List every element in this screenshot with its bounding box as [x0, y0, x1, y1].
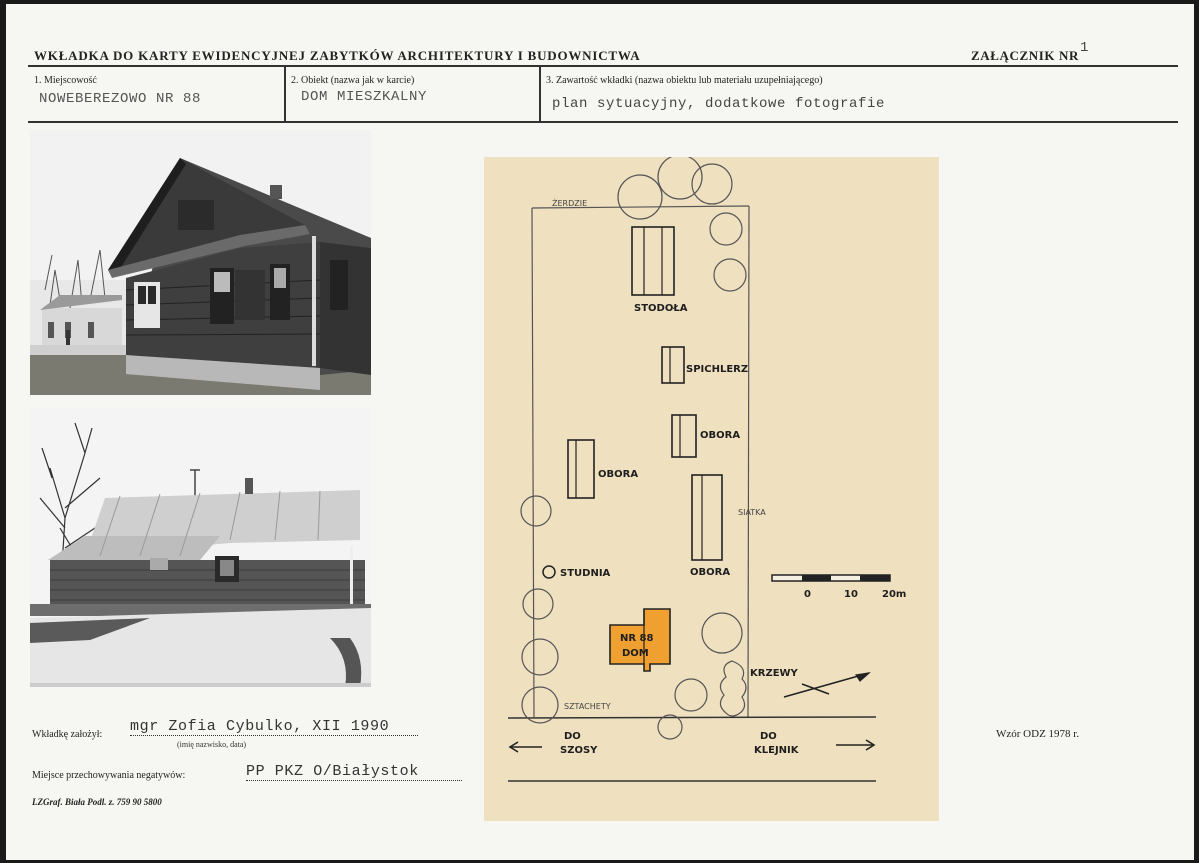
label-stodola: STODOŁA	[634, 303, 688, 314]
label-dom-number: NR 88	[620, 633, 654, 644]
storage-label: Miejsce przechowywania negatywów:	[32, 770, 186, 781]
label-studnia: STUDNIA	[560, 568, 611, 579]
field-2-value: DOM MIESZKALNY	[301, 89, 428, 105]
label-do-szosy-2: SZOSY	[560, 745, 598, 756]
house-front-image	[30, 130, 371, 395]
label-sztachety: SZTACHETY	[564, 702, 611, 711]
photo-house-rear	[30, 408, 371, 687]
scale-label-20: 20m	[882, 589, 907, 600]
label-dom: DOM	[622, 648, 649, 659]
house-rear-image	[30, 408, 371, 687]
storage-value: PP PKZ O/Białystok	[246, 763, 462, 781]
pattern-note: Wzór ODZ 1978 r.	[996, 728, 1080, 740]
site-plan-card	[484, 157, 939, 821]
form-title: WKŁADKA DO KARTY EWIDENCYJNEJ ZABYTKÓW ARCHITEKTURY I BUDOWNICTWA	[34, 48, 641, 63]
label-siatka: SIATKA	[738, 508, 766, 517]
field-2-label: 2. Obiekt (nazwa jak w karcie)	[291, 75, 415, 86]
label-obora-3: OBORA	[690, 567, 731, 578]
field-1-value: NOWEBEREZOWO NR 88	[39, 91, 202, 107]
annex-number: 1	[1080, 40, 1089, 56]
label-do-szosy-1: DO	[564, 731, 581, 742]
field-divider-2	[539, 67, 541, 122]
author-label: Wkładkę założył:	[32, 729, 103, 740]
field-1-label: 1. Miejscowość	[34, 75, 97, 86]
printer-info: LZGraf. Biała Podl. z. 759 90 5800	[32, 797, 162, 807]
label-do-klejnik-1: DO	[760, 731, 777, 742]
scale-label-0: 0	[804, 589, 811, 600]
label-do-klejnik-2: KLEJNIK	[754, 745, 799, 756]
label-obora-2: OBORA	[598, 469, 639, 480]
author-value: mgr Zofia Cybulko, XII 1990	[130, 718, 418, 736]
field-3-value: plan sytuacyjny, dodatkowe fotografie	[552, 96, 886, 112]
fence-front	[508, 717, 876, 718]
author-caption: (imię nazwisko, data)	[177, 740, 247, 749]
field-divider-1	[284, 67, 286, 122]
label-obora-1: OBORA	[700, 430, 741, 441]
field-3-label: 3. Zawartość wkładki (nazwa obiektu lub materiału uzupełniającego)	[546, 75, 823, 86]
fence-right	[748, 206, 749, 717]
label-zerdzie: ŻERDZIE	[552, 199, 588, 208]
photo-house-front	[30, 130, 371, 395]
header-rule-bottom	[28, 121, 1178, 123]
site-plan-drawing	[484, 157, 939, 821]
label-spichlerz: SPICHLERZ	[686, 364, 749, 375]
label-krzewy: KRZEWY	[750, 668, 798, 679]
scale-label-10: 10	[844, 589, 858, 600]
header-rule-top	[28, 65, 1178, 67]
annex-label: ZAŁĄCZNIK NR	[971, 48, 1079, 63]
